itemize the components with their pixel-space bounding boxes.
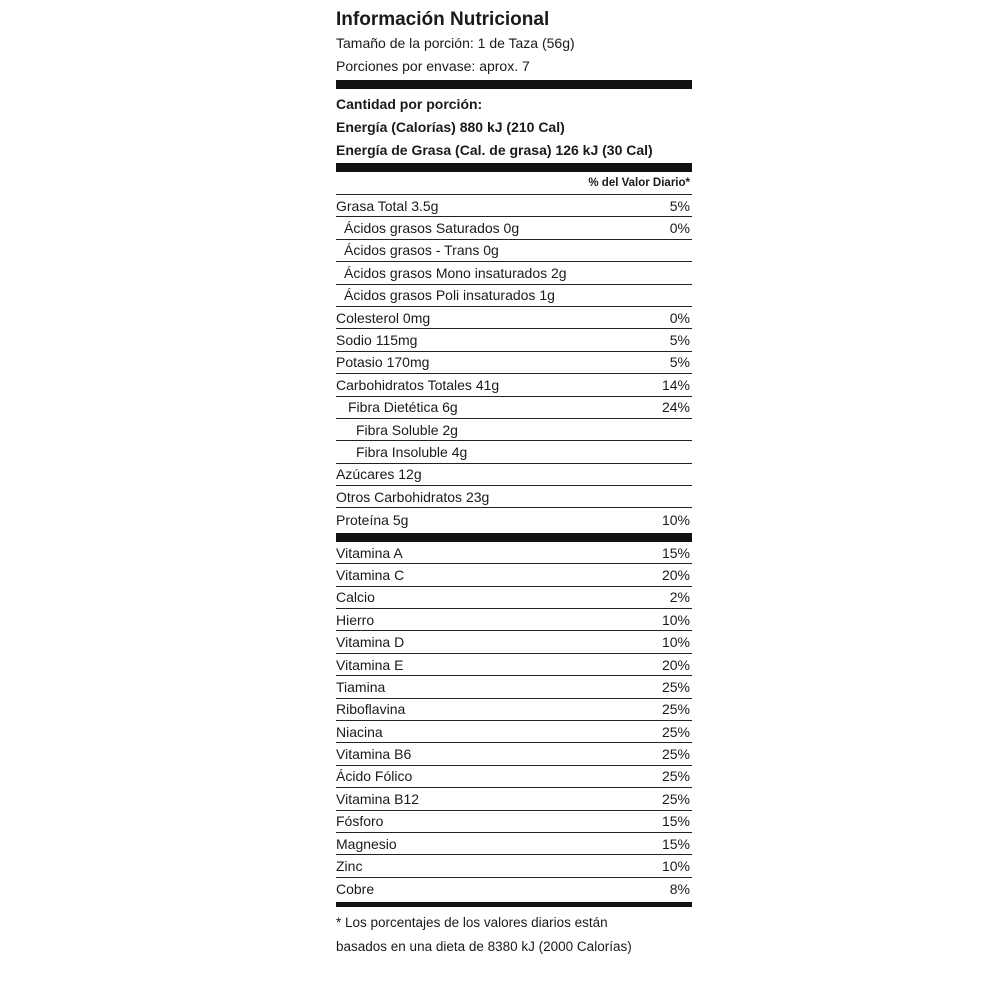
nutrient-pct: 5% <box>669 332 690 349</box>
nutrient-label: Ácidos grasos - Trans 0g <box>344 242 499 259</box>
vitamin-label: Riboflavina <box>336 701 406 718</box>
vitamin-label: Vitamina E <box>336 656 404 673</box>
energy-calories: Energía (Calorías) 880 kJ (210 Cal) <box>336 119 565 135</box>
nutrient-label: Azúcares 12g <box>336 466 422 483</box>
nutrient-label: Colesterol 0mg <box>336 309 431 326</box>
nutrient-row <box>336 397 692 419</box>
nutrient-row <box>336 262 692 284</box>
nutrient-row <box>336 441 692 463</box>
energy-from-fat: Energía de Grasa (Cal. de grasa) 126 kJ (30 Cal) <box>336 142 653 158</box>
vitamin-pct: 25% <box>661 701 690 718</box>
nutrient-label: Ácidos grasos Poli insaturados 1g <box>344 287 555 304</box>
vitamin-row <box>336 631 692 653</box>
nutrient-pct: 14% <box>661 376 690 393</box>
vitamin-label: Ácido Fólico <box>336 768 413 785</box>
footnote <box>336 911 692 959</box>
vitamin-row <box>336 766 692 788</box>
nutrient-pct: 24% <box>661 399 690 416</box>
vitamin-pct: 25% <box>661 790 690 807</box>
amount-per-serving: Cantidad por porción: <box>336 96 483 112</box>
vitamin-row <box>336 699 692 721</box>
nutrient-row <box>336 374 692 396</box>
vitamin-label: Niacina <box>336 723 383 740</box>
nutrient-pct: 0% <box>669 309 690 326</box>
nutrient-row <box>336 195 692 217</box>
nutrient-row <box>336 419 692 441</box>
vitamin-pct: 2% <box>669 589 690 606</box>
footnote-line: basados en una dieta de 8380 kJ (2000 Calorías) <box>336 939 632 955</box>
nutrient-pct: 5% <box>669 354 690 371</box>
vitamin-row <box>336 654 692 676</box>
vitamin-label: Vitamina A <box>336 544 403 561</box>
nutrient-row <box>336 464 692 486</box>
vitamin-row <box>336 811 692 833</box>
vitamin-pct: 15% <box>661 544 690 561</box>
thick-divider <box>336 163 692 172</box>
vitamin-row <box>336 878 692 900</box>
nutrient-pct: 10% <box>661 511 690 528</box>
vitamin-row <box>336 542 692 564</box>
thick-divider <box>336 533 692 542</box>
label-title: Información Nutricional <box>336 9 550 30</box>
nutrient-row <box>336 217 692 239</box>
thick-divider <box>336 80 692 89</box>
vitamin-label: Vitamina D <box>336 634 405 651</box>
vitamin-row <box>336 743 692 765</box>
vitamin-label: Cobre <box>336 880 375 897</box>
vitamin-pct: 8% <box>669 880 690 897</box>
nutrient-label: Proteína 5g <box>336 511 409 528</box>
nutrient-row <box>336 352 692 374</box>
vitamin-label: Magnesio <box>336 835 397 852</box>
vitamin-row <box>336 788 692 810</box>
nutrient-pct: 5% <box>669 197 690 214</box>
servings-per-container: Porciones por envase: aprox. 7 <box>336 58 530 74</box>
nutrient-row <box>336 486 692 508</box>
nutrient-label: Grasa Total 3.5g <box>336 197 439 214</box>
nutrient-row <box>336 285 692 307</box>
vitamin-pct: 20% <box>661 656 690 673</box>
nutrient-label: Sodio 115mg <box>336 332 418 349</box>
vitamin-pct: 25% <box>661 723 690 740</box>
thick-divider <box>336 902 692 907</box>
nutrient-label: Ácidos grasos Mono insaturados 2g <box>344 264 567 281</box>
nutrient-label: Potasio 170mg <box>336 354 430 371</box>
nutrient-row <box>336 240 692 262</box>
nutrient-label: Fibra Soluble 2g <box>356 421 458 438</box>
daily-value-header: % del Valor Diario* <box>336 172 692 195</box>
nutrient-label: Carbohidratos Totales 41g <box>336 376 500 393</box>
vitamin-row <box>336 587 692 609</box>
nutrient-label: Ácidos grasos Saturados 0g <box>344 220 520 237</box>
vitamin-label: Tiamina <box>336 678 386 695</box>
vitamin-label: Zinc <box>336 858 363 875</box>
vitamin-row <box>336 833 692 855</box>
vitamin-pct: 20% <box>661 566 690 583</box>
vitamin-row <box>336 564 692 586</box>
nutrient-row <box>336 329 692 351</box>
nutrient-row <box>336 307 692 329</box>
footnote-line: * Los porcentajes de los valores diarios están <box>336 915 608 931</box>
vitamin-pct: 10% <box>661 611 690 628</box>
vitamin-row <box>336 609 692 631</box>
vitamin-pct: 25% <box>661 746 690 763</box>
serving-size: Tamaño de la porción: 1 de Taza (56g) <box>336 35 575 51</box>
vitamin-row <box>336 721 692 743</box>
vitamin-label: Hierro <box>336 611 375 628</box>
vitamin-label: Vitamina B6 <box>336 746 412 763</box>
nutrient-label: Fibra Dietética 6g <box>348 399 458 416</box>
vitamin-label: Vitamina B12 <box>336 790 420 807</box>
nutrient-label: Otros Carbohidratos 23g <box>336 488 490 505</box>
nutrient-row <box>336 508 692 530</box>
vitamin-label: Fósforo <box>336 813 384 830</box>
vitamin-label: Vitamina C <box>336 566 405 583</box>
nutrient-pct: 0% <box>669 220 690 237</box>
vitamin-pct: 15% <box>661 813 690 830</box>
vitamin-pct: 10% <box>661 634 690 651</box>
vitamin-pct: 10% <box>661 858 690 875</box>
vitamin-pct: 15% <box>661 835 690 852</box>
vitamin-pct: 25% <box>661 768 690 785</box>
nutrient-label: Fibra Insoluble 4g <box>356 443 468 460</box>
vitamin-pct: 25% <box>661 678 690 695</box>
vitamin-row <box>336 676 692 698</box>
vitamin-label: Calcio <box>336 589 375 606</box>
nutrition-facts-label <box>336 6 692 959</box>
vitamin-row <box>336 855 692 877</box>
